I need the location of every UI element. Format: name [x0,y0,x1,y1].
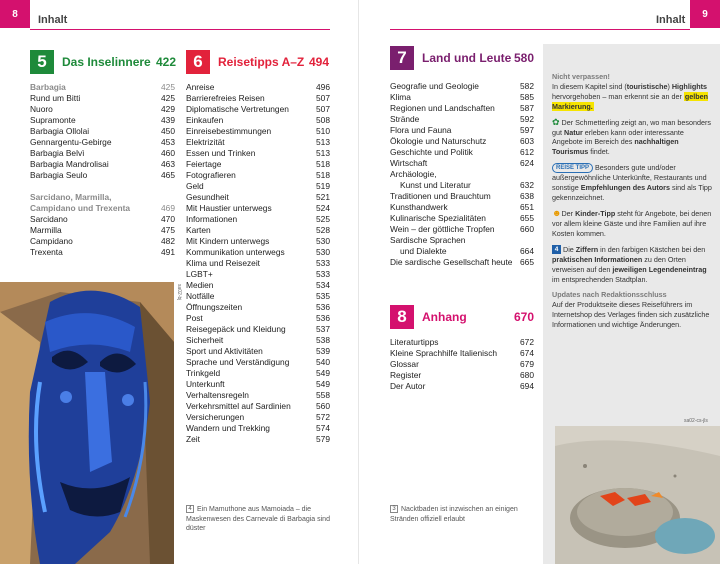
entry-title: Strände [390,114,420,124]
toc-entry[interactable] [186,313,330,324]
entry-title: Der Autor [390,381,426,391]
entry-page: 651 [520,202,534,212]
entry-page: 535 [316,291,330,301]
text: Der [561,209,576,219]
text: ) [667,81,672,91]
toc-entry[interactable] [186,126,330,137]
toc-entry[interactable] [186,357,330,368]
toc-entry[interactable] [186,280,330,291]
running-title-left: Inhalt [38,14,68,26]
toc-entry[interactable] [390,370,534,381]
entry-page: 475 [161,225,175,235]
entry-page: 429 [161,104,175,114]
entry-title: Informationen [186,214,238,224]
sidebar-heading: Updates nach Redaktionsschluss [552,290,667,300]
entry-title: Versicherungen [186,412,245,422]
text: Ziffern [575,244,599,254]
entry-page: 534 [316,280,330,290]
entry-title: Barbagia Belvì [30,148,85,158]
toc-entry[interactable] [186,291,330,302]
entry-title: Rund um Bitti [30,93,81,103]
toc-entry[interactable] [186,379,330,390]
entry-page: 525 [316,214,330,224]
toc-entry[interactable] [186,115,330,126]
toc-entry[interactable] [30,247,175,258]
entry-page: 560 [316,401,330,411]
toc-entry[interactable] [30,115,175,126]
entry-page: 694 [520,381,534,391]
entry-page: 558 [316,390,330,400]
toc-entry[interactable] [186,346,330,357]
toc-entry[interactable] [30,126,175,137]
text: touristische [626,81,668,91]
entry-page: 513 [316,148,330,158]
entry-title: Essen und Trinken [186,148,256,158]
entry-page: 579 [316,434,330,444]
legend-text [552,72,712,336]
toc-entry[interactable] [390,169,534,180]
toc-entry[interactable] [186,236,330,247]
entry-title: Register [390,370,422,380]
toc-entry[interactable] [390,246,534,257]
toc-entry[interactable] [186,390,330,401]
toc-entry[interactable] [186,434,330,445]
entry-page: 530 [316,247,330,257]
toc-entry[interactable] [186,269,330,280]
toc-entry[interactable] [186,368,330,379]
entry-page: 519 [316,181,330,191]
running-title-right: Inhalt [656,14,686,26]
toc-entry[interactable] [390,125,534,136]
entry-title: Diplomatische Vertretungen [186,104,289,114]
chapter-5-toc [30,82,175,258]
caption-icon: 4 [186,505,194,513]
entry-page: 425 [161,93,175,103]
entry-title: Medien [186,280,214,290]
entry-page: 518 [316,159,330,169]
entry-page: 507 [316,93,330,103]
entry-page: 528 [316,225,330,235]
entry-page: 533 [316,258,330,268]
entry-title: Marmilla [30,225,62,235]
entry-title: Sport und Aktivitäten [186,346,263,356]
caption-text: Ein Mamuthone aus Mamoiada – die Maskenwesen des Carnevale di Barbagia sind düster [186,506,330,532]
region-page: 469 [161,203,175,213]
chapter-title: Land und Leute [422,51,512,65]
toc-entry[interactable] [30,104,175,115]
caption-icon: 3 [390,505,398,513]
toc-entry[interactable] [186,302,330,313]
text: Der Schmetterling zeigt an, wo man besonders gut [552,117,711,137]
entry-title: Nuoro [30,104,53,114]
entry-page: 465 [161,170,175,180]
chapter-page: 422 [155,55,176,69]
header-rule-left [30,29,330,30]
entry-page: 624 [520,158,534,168]
photo-caption-right [390,505,540,524]
region-title: Sarcidano, Marmilla, Campidano und Trexenta [30,192,131,213]
entry-page: 521 [316,192,330,202]
toc-entry[interactable] [186,335,330,346]
reise-tipp-badge: REISE TIPP [552,163,593,173]
chapter-8-heading[interactable] [390,305,534,329]
chapter-7-heading[interactable] [390,46,534,70]
entry-title: Mit Haustier unterwegs [186,203,272,213]
entry-title: Kunst und Literatur [400,180,471,190]
entry-title: Ökologie und Naturschutz [390,136,487,146]
toc-entry[interactable] [390,191,534,202]
sidebar-heading: Nicht verpassen! [552,72,610,81]
entry-title: Geld [186,181,204,191]
chapter-page: 494 [308,55,329,69]
entry-title: Reisegepäck und Kleidung [186,324,286,334]
entry-title: Barbagia Seulo [30,170,88,180]
toc-entry[interactable] [186,82,330,93]
entry-title: Einkaufen [186,115,224,125]
entry-title: Geografie und Geologie [390,81,479,91]
text: in den farbigen Kästchen bei den [598,244,706,254]
entry-page: 638 [520,191,534,201]
entry-title: Regionen und Landschaften [390,103,495,113]
photo-credit: sa02-bj [176,284,182,301]
toc-entry[interactable] [186,181,330,192]
entry-title: Kulinarische Spezialitäten [390,213,486,223]
entry-title: Flora und Fauna [390,125,452,135]
text: Die [561,244,576,254]
number-box-icon: 4 [552,245,561,254]
entry-title: Notfälle [186,291,215,301]
text: jeweiligen Legendeneintrag [612,264,707,274]
text: Natur [564,127,583,137]
entry-title: Wandern und Trekking [186,423,270,433]
toc-region[interactable] [30,82,175,93]
entry-title: Unterkunft [186,379,225,389]
entry-title: Literaturtipps [390,337,439,347]
chapter-title: Das Inselinnere [62,55,151,69]
text: praktischen Informationen [552,254,643,264]
entry-title: Öffnungszeiten [186,302,243,312]
photo-credit: sa02-cs-jls [684,418,708,424]
entry-page: 536 [316,302,330,312]
toc-entry[interactable] [186,401,330,412]
chapter-page: 580 [513,51,534,65]
toc-entry[interactable] [390,257,534,268]
entry-page: 463 [161,159,175,169]
toc-entry[interactable] [186,324,330,335]
entry-title: Karten [186,225,211,235]
toc-entry[interactable] [186,214,330,225]
text: Empfehlungen des Autors [580,183,670,193]
toc-entry[interactable] [390,224,534,235]
entry-page: 460 [161,148,175,158]
toc-entry[interactable] [186,412,330,423]
toc-entry[interactable] [30,170,175,181]
toc-entry[interactable] [30,225,175,236]
entry-page: 540 [316,357,330,367]
entry-page: 582 [520,81,534,91]
entry-page: 537 [316,324,330,334]
photo-caption-left [186,505,346,534]
entry-title: Glossar [390,359,419,369]
entry-page: 680 [520,370,534,380]
entry-page: 482 [161,236,175,246]
entry-page: 491 [161,247,175,257]
entry-title: und Dialekte [400,246,447,256]
entry-title: Kleine Sprachhilfe Italienisch [390,348,498,358]
entry-title: Geschichte und Politik [390,147,473,157]
entry-title: Sarcidano [30,214,68,224]
entry-page: 510 [316,126,330,136]
entry-title: Barrierefreies Reisen [186,93,265,103]
entry-page: 536 [316,313,330,323]
toc-entry[interactable] [186,170,330,181]
toc-entry[interactable] [186,203,330,214]
toc-entry[interactable] [186,247,330,258]
entry-page: 453 [161,137,175,147]
text: erleben kann oder interessante Angebote im Bereich des [552,127,684,147]
child-icon: ☻ [552,208,562,219]
entry-title: Barbagia Mandrolisai [30,159,109,169]
entry-title: Fotografieren [186,170,236,180]
toc-entry[interactable] [390,359,534,370]
chapter-5-heading[interactable] [30,50,176,74]
toc-entry[interactable] [186,423,330,434]
chapter-8-toc [390,337,534,392]
entry-page: 508 [316,115,330,125]
toc-entry[interactable] [186,258,330,269]
toc-entry[interactable] [186,192,330,203]
entry-page: 539 [316,346,330,356]
page-number-right: 9 [690,0,720,28]
entry-title: Supramonte [30,115,76,125]
entry-title: Wein – der göttliche Tropfen [390,224,495,234]
entry-page: 655 [520,213,534,223]
toc-entry[interactable] [390,213,534,224]
toc-entry[interactable] [186,104,330,115]
entry-title: Gennargentu-Gebirge [30,137,112,147]
entry-page: 549 [316,379,330,389]
entry-title: Die sardische Gesellschaft heute [390,257,513,267]
entry-title: Trinkgeld [186,368,221,378]
chapter-title: Anhang [422,310,467,324]
text: nachhaltigen Tourismus [552,137,679,157]
toc-entry[interactable] [390,202,534,213]
spacer [30,181,175,192]
chapter-7-toc [390,81,534,268]
toc-entry[interactable] [390,337,534,348]
chapter-number: 6 [186,50,210,74]
entry-page: 660 [520,224,534,234]
entry-title: Post [186,313,203,323]
entry-title: Feiertage [186,159,222,169]
text: steht für Angebote, bei denen vor allem kleine Gäste und ihre Familien auf ihre Kosten kommen. [552,209,712,238]
text: Auf der Produktseite dieses Reiseführers im Internetshop des Verlages finden sich zusätzliche Informationen und wichtige Änderungen. [552,300,710,330]
entry-page: 513 [316,137,330,147]
butterfly-icon: ✿ [552,116,560,127]
text: Highlights [671,81,707,91]
highlight-marker: gelben Markierung. [552,91,709,111]
entry-title: Mit Kindern unterwegs [186,236,270,246]
toc-entry[interactable] [390,103,534,114]
chapter-6-toc [186,82,330,445]
text: findet. [588,147,610,157]
toc-entry[interactable] [30,93,175,104]
entry-page: 572 [316,412,330,422]
entry-page: 518 [316,170,330,180]
toc-entry[interactable] [390,348,534,359]
text: Kinder-Tipp [575,209,616,219]
entry-title: Gesundheit [186,192,229,202]
entry-page: 533 [316,269,330,279]
entry-page: 538 [316,335,330,345]
toc-entry[interactable] [390,235,534,246]
entry-title: Kommunikation unterwegs [186,247,285,257]
entry-title: Sprache und Verständigung [186,357,290,367]
toc-entry[interactable] [186,225,330,236]
page-number-left: 8 [0,0,30,28]
caption-text: Nacktbaden ist inzwischen an einigen Stränden offiziell erlaubt [390,506,518,523]
entry-title: Trexenta [30,247,63,257]
chapter-number: 5 [30,50,54,74]
text: hervorgehoben – man erkennt sie an der [552,91,684,101]
entry-page: 612 [520,147,534,157]
chapter-page: 670 [513,310,534,324]
entry-page: 665 [520,257,534,267]
entry-title: Campidano [30,236,73,246]
entry-title: Elektrizität [186,137,225,147]
toc-entry[interactable] [186,93,330,104]
entry-title: Wirtschaft [390,158,428,168]
text: Besonders gute und/oder außergewöhnliche Unterkünfte, Restaurants und sonstige [552,163,707,193]
toc-entry[interactable] [30,148,175,159]
beach-photo [555,426,720,564]
entry-page: 574 [316,423,330,433]
entry-page: 549 [316,368,330,378]
chapter-title: Reisetipps A–Z [218,55,305,69]
entry-title: Traditionen und Brauchtum [390,191,491,201]
entry-page: 664 [520,246,534,256]
entry-page: 674 [520,348,534,358]
toc-entry[interactable] [30,137,175,148]
toc-entry[interactable] [186,137,330,148]
toc-entry[interactable] [390,381,534,392]
text: zu den Orten verweisen auf den [552,254,686,274]
entry-title: Verkehrsmittel auf Sardinien [186,401,291,411]
entry-title: Sardische Sprachen [390,235,466,245]
entry-title: Einreisebestimmungen [186,126,272,136]
entry-title: Verhaltensregeln [186,390,249,400]
entry-page: 597 [520,125,534,135]
chapter-number: 7 [390,46,414,70]
entry-page: 496 [316,82,330,92]
toc-entry[interactable] [390,92,534,103]
region-page: 425 [161,82,175,92]
text: In diesem Kapitel sind ( [552,81,627,91]
entry-title: Barbagia Ollolai [30,126,90,136]
entry-page: 587 [520,103,534,113]
entry-title: Archäologie, [390,169,437,179]
entry-page: 439 [161,115,175,125]
entry-page: 450 [161,126,175,136]
toc-entry[interactable] [186,159,330,170]
toc-entry[interactable] [30,236,175,247]
toc-entry[interactable] [390,158,534,169]
entry-title: Kunsthandwerk [390,202,448,212]
entry-page: 632 [520,180,534,190]
entry-page: 603 [520,136,534,146]
entry-page: 592 [520,114,534,124]
entry-title: LGBT+ [186,269,213,279]
page-gutter [358,0,359,564]
toc-entry[interactable] [30,159,175,170]
entry-page: 679 [520,359,534,369]
entry-page: 672 [520,337,534,347]
entry-page: 470 [161,214,175,224]
toc-entry[interactable] [390,147,534,158]
entry-page: 585 [520,92,534,102]
entry-title: Klima [390,92,411,102]
chapter-number: 8 [390,305,414,329]
toc-entry[interactable] [390,81,534,92]
text: sind als Tipp gekennzeichnet. [552,183,712,203]
entry-title: Klima und Reisezeit [186,258,261,268]
entry-page: 530 [316,236,330,246]
toc-entry[interactable] [390,136,534,147]
header-rule-right [390,29,690,30]
mask-photo [0,282,174,564]
region-title: Barbagia [30,82,66,92]
toc-entry[interactable] [30,214,175,225]
entry-title: Zeit [186,434,200,444]
toc-entry[interactable] [390,114,534,125]
text: im entsprechenden Stadtplan. [552,274,648,284]
entry-title: Anreise [186,82,215,92]
entry-page: 507 [316,104,330,114]
chapter-6-heading[interactable] [186,50,329,74]
toc-region[interactable] [30,192,175,214]
toc-entry[interactable] [390,180,534,191]
entry-title: Sicherheit [186,335,224,345]
toc-entry[interactable] [186,148,330,159]
entry-page: 524 [316,203,330,213]
